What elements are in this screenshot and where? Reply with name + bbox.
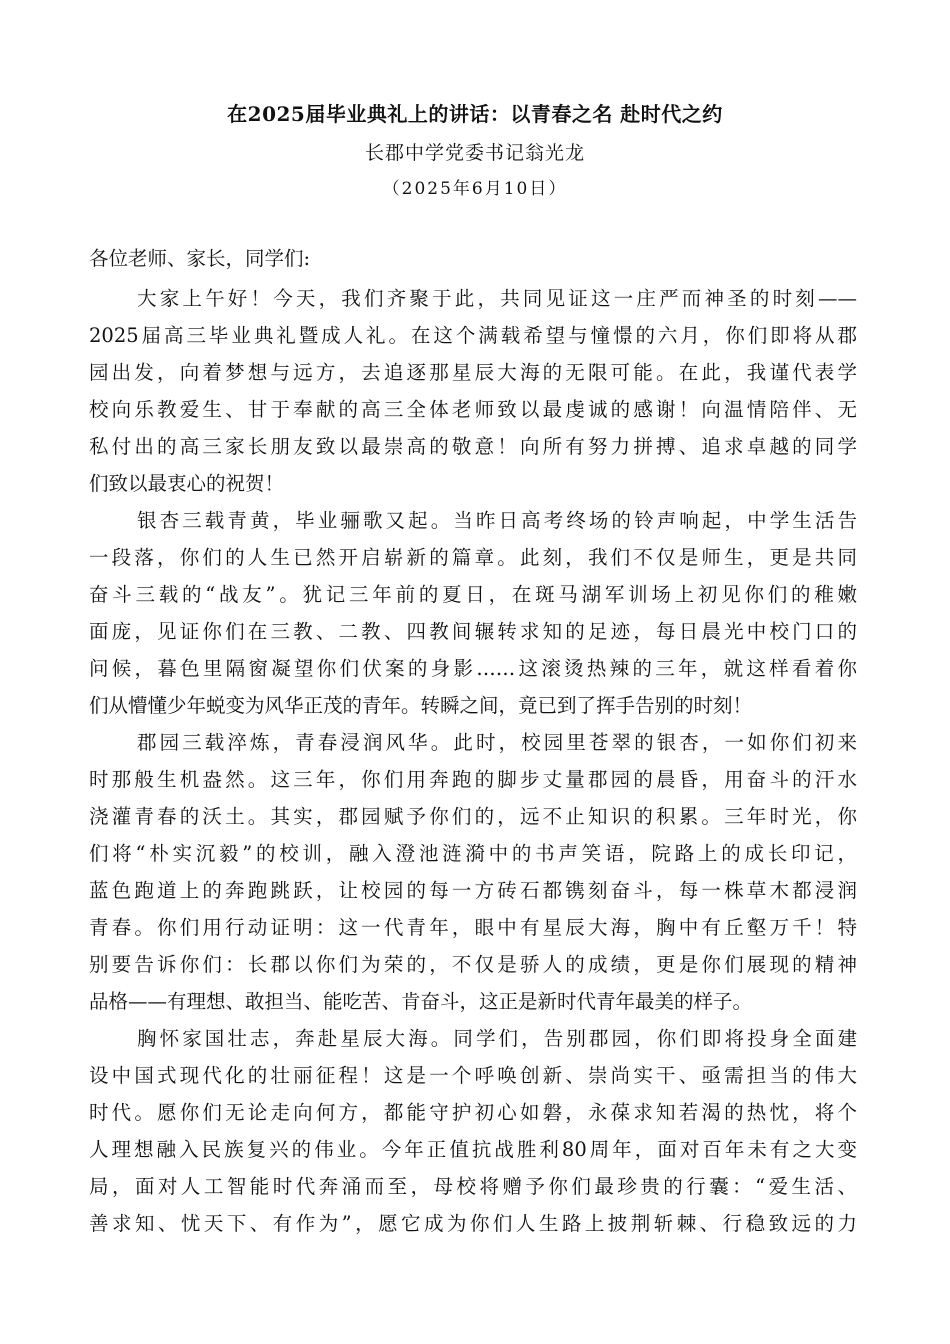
paragraph-line: 人理想融入民族复兴的伟业。今年正值抗战胜利80周年，面对百年未有之大变 [89,1138,857,1161]
document-title: 在2025届毕业典礼上的讲话：以青春之名 赴时代之约 [227,102,723,126]
paragraph-line: 蓝色跑道上的奔跑跳跃，让校园的每一方砖石都镌刻奋斗，每一株草木都浸润 [89,879,857,902]
paragraph-line: 们从懵懂少年蜕变为风华正茂的青年。转瞬之间，竟已到了挥手告别的时刻！ [89,694,753,717]
paragraph-line: 时那般生机盎然。这三年，你们用奔跑的脚步丈量郡园的晨昏，用奋斗的汗水 [89,768,857,791]
paragraph-line: 局，面对人工智能时代奔涌而至，母校将赠予你们最珍贵的行囊：“爱生活、 [89,1175,857,1198]
paragraph-line: 银杏三载青黄，毕业骊歌又起。当昨日高考终场的铃声响起，中学生活告 [137,509,857,532]
paragraph-line: 善求知、忧天下、有作为”，愿它成为你们人生路上披荆斩棘、行稳致远的力 [89,1212,857,1235]
paragraph-line: 2025届高三毕业典礼暨成人礼。在这个满载希望与憧憬的六月，你们即将从郡 [89,324,857,347]
paragraph-line: 浇灌青春的沃土。其实，郡园赋予你们的，远不止知识的积累。三年时光，你 [89,805,857,828]
paragraph-line: 时代。愿你们无论走向何方，都能守护初心如磐，永葆求知若渴的热忱，将个 [89,1101,857,1124]
paragraph-line: 校向乐教爱生、甘于奉献的高三全体老师致以最虔诚的感谢！向温情陪伴、无 [89,398,857,421]
paragraph-line: 问候，暮色里隔窗凝望你们伏案的身影……这滚烫热辣的三年，就这样看着你 [89,657,857,680]
paragraph-line: 青春。你们用行动证明：这一代青年，眼中有星辰大海，胸中有丘壑万千！特 [89,916,857,939]
document-author: 长郡中学党委书记翁光龙 [364,142,585,164]
paragraph-line: 一段落，你们的人生已然开启崭新的篇章。此刻，我们不仅是师生，更是共同 [89,546,857,569]
paragraph-line: 大家上午好！今天，我们齐聚于此，共同见证这一庄严而神圣的时刻—— [137,287,857,310]
paragraph-line: 奋斗三载的“战友”。犹记三年前的夏日，在斑马湖军训场上初见你们的稚嫩 [89,583,857,606]
paragraph-line: 私付出的高三家长朋友致以最崇高的敬意！向所有努力拼搏、追求卓越的同学 [89,435,857,458]
paragraph-line: 设中国式现代化的壮丽征程！这是一个呼唤创新、崇尚实干、亟需担当的伟大 [89,1064,857,1087]
paragraph-line: 别要告诉你们：长郡以你们为荣的，不仅是骄人的成绩，更是你们展现的精神 [89,953,857,976]
document-date: （2025年6月10日） [382,179,568,199]
greeting: 各位老师、家长，同学们: [89,247,311,270]
paragraph-line: 胸怀家国壮志，奔赴星辰大海。同学们，告别郡园，你们即将投身全面建 [137,1027,857,1050]
paragraph-line: 面庞，见证你们在三教、二教、四教间辗转求知的足迹，每日晨光中校门口的 [89,620,857,643]
paragraph-line: 园出发，向着梦想与远方，去追逐那星辰大海的无限可能。在此，我谨代表学 [89,361,857,384]
paragraph-line: 们将“朴实沉毅”的校训，融入澄池涟漪中的书声笑语，院路上的成长印记， [89,842,857,865]
paragraph-line: 们致以最衷心的祝贺！ [89,472,285,495]
paragraph-line: 品格——有理想、敢担当、能吃苦、肯奋斗，这正是新时代青年最美的样子。 [89,990,753,1013]
paragraph-line: 郡园三载淬炼，青春浸润风华。此时，校园里苍翠的银杏，一如你们初来 [137,731,857,754]
